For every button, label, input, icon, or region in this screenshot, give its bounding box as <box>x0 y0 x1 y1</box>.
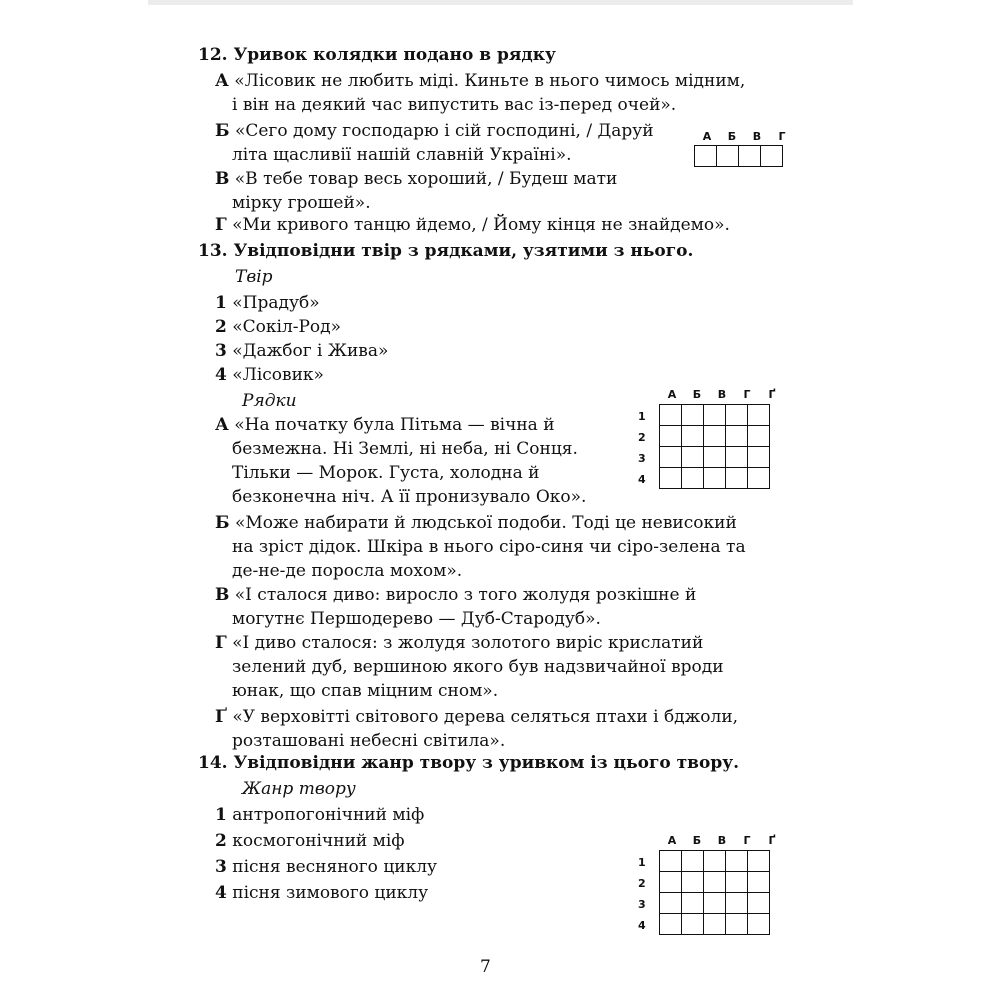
answer-cell[interactable] <box>682 914 704 935</box>
answer-cell[interactable] <box>660 405 682 426</box>
grid-row-label: 1 <box>638 410 646 423</box>
grid-header: А <box>667 834 677 847</box>
q13-option-ge-cont: розташовані небесні світила». <box>232 731 506 751</box>
q13-works-heading: Твір <box>235 267 273 287</box>
q12-option-b: Б «Сего дому господарю і сій господині, / Даруй <box>215 121 654 141</box>
q13-option-a: А «На початку була Пітьма — вічна й <box>215 415 555 435</box>
q13-work-1: 1 «Прадуб» <box>215 293 320 313</box>
answer-cell[interactable] <box>704 893 726 914</box>
answer-cell[interactable] <box>682 893 704 914</box>
q14-genre-1: 1 антропогонічний міф <box>215 805 425 825</box>
answer-cell[interactable] <box>660 851 682 872</box>
answer-cell[interactable] <box>726 405 748 426</box>
q12-option-g: Г «Ми кривого танцю йдемо, / Йому кінця не знайдемо». <box>215 215 730 235</box>
answer-cell[interactable] <box>704 914 726 935</box>
q13-option-b-cont: на зріст дідок. Шкіра в нього сіро-синя чи сіро-зелена та <box>232 537 746 557</box>
answer-cell[interactable] <box>695 146 717 167</box>
grid-header: А <box>667 388 677 401</box>
answer-cell[interactable] <box>704 468 726 489</box>
answer-cell[interactable] <box>717 146 739 167</box>
answer-cell[interactable] <box>748 914 770 935</box>
answer-cell[interactable] <box>704 426 726 447</box>
answer-cell[interactable] <box>704 447 726 468</box>
answer-cell[interactable] <box>682 851 704 872</box>
answer-cell[interactable] <box>726 426 748 447</box>
grid-row-label: 3 <box>638 898 646 911</box>
answer-cell[interactable] <box>726 872 748 893</box>
answer-cell[interactable] <box>682 447 704 468</box>
answer-cell[interactable] <box>682 426 704 447</box>
grid-row-label: 4 <box>638 473 646 486</box>
q14-genre-heading: Жанр твору <box>242 779 356 799</box>
q12-option-a: А «Лісовик не любить міді. Киньте в нього чимось мідним, <box>215 71 746 91</box>
q13-work-3: 3 «Дажбог і Жива» <box>215 341 389 361</box>
q12-option-a-cont: і він на деякий час випустить вас із-перед очей». <box>232 95 677 115</box>
answer-cell[interactable] <box>704 872 726 893</box>
grid-row-label: 2 <box>638 431 646 444</box>
answer-cell[interactable] <box>682 468 704 489</box>
q14-genre-4: 4 пісня зимового циклу <box>215 883 429 903</box>
page-number: 7 <box>480 957 491 977</box>
q13-lines-heading: Рядки <box>242 391 297 411</box>
answer-cell[interactable] <box>660 468 682 489</box>
q13-option-v-cont: могутнє Першодерево — Дуб-Стародуб». <box>232 609 601 629</box>
answer-cell[interactable] <box>660 914 682 935</box>
grid-header: Г <box>743 388 751 401</box>
answer-cell[interactable] <box>660 893 682 914</box>
answer-cell[interactable] <box>726 893 748 914</box>
answer-cell[interactable] <box>761 146 783 167</box>
q14-genre-3: 3 пісня весняного циклу <box>215 857 438 877</box>
answer-cell[interactable] <box>739 146 761 167</box>
grid-row-label: 3 <box>638 452 646 465</box>
q13-option-g: Г «І диво сталося: з жолудя золотого виріс крислатий <box>215 633 704 653</box>
grid-row-label: 2 <box>638 877 646 890</box>
q14-genre-2: 2 космогонічний міф <box>215 831 405 851</box>
answer-cell[interactable] <box>726 851 748 872</box>
answer-cell[interactable] <box>682 872 704 893</box>
q13-option-a-cont: Тільки — Морок. Густа, холодна й <box>232 463 540 483</box>
q13-option-ge: Ґ «У верховітті світового дерева селяться птахи і бджоли, <box>215 707 739 727</box>
grid-header: В <box>717 834 727 847</box>
q13-option-a-cont: безмежна. Ні Землі, ні неба, ні Сонця. <box>232 439 578 459</box>
answer-cell[interactable] <box>748 872 770 893</box>
answer-cell[interactable] <box>726 447 748 468</box>
q13-option-g-cont: юнак, що спав міцним сном». <box>232 681 499 701</box>
q12-option-b-cont: літа щасливії нашій славній Україні». <box>232 145 572 165</box>
grid-header: Г <box>743 834 751 847</box>
q13-work-4: 4 «Лісовик» <box>215 365 324 385</box>
grid-header: Б <box>692 388 702 401</box>
q13-option-g-cont: зелений дуб, вершиною якого був надзвичайної вроди <box>232 657 724 677</box>
grid-header: Б <box>692 834 702 847</box>
answer-cell[interactable] <box>748 851 770 872</box>
q13-option-v: В «І сталося диво: виросло з того жолудя розкішне й <box>215 585 697 605</box>
grid-row-label: 1 <box>638 856 646 869</box>
q13-option-b: Б «Може набирати й людської подоби. Тоді це невисокий <box>215 513 737 533</box>
answer-cell[interactable] <box>748 447 770 468</box>
grid-header: Ґ <box>768 388 776 401</box>
answer-cell[interactable] <box>748 893 770 914</box>
grid-header: Б <box>727 130 737 143</box>
grid-header: В <box>752 130 762 143</box>
grid-header: Ґ <box>768 834 776 847</box>
answer-cell[interactable] <box>748 405 770 426</box>
q12-title: 12. Уривок колядки подано в рядку <box>198 45 556 65</box>
grid-header: А <box>702 130 712 143</box>
answer-cell[interactable] <box>748 468 770 489</box>
answer-cell[interactable] <box>660 426 682 447</box>
grid-header: В <box>717 388 727 401</box>
q13-option-a-cont: безконечна ніч. А її пронизувало Око». <box>232 487 587 507</box>
top-edge-rule <box>148 0 853 5</box>
grid-row-label: 4 <box>638 919 646 932</box>
q13-work-2: 2 «Сокіл-Род» <box>215 317 342 337</box>
answer-cell[interactable] <box>726 914 748 935</box>
q12-option-v-cont: мірку грошей». <box>232 193 371 213</box>
answer-cell[interactable] <box>704 405 726 426</box>
answer-cell[interactable] <box>660 872 682 893</box>
answer-cell[interactable] <box>726 468 748 489</box>
q14-title: 14. Увідповідни жанр твору з уривком із цього твору. <box>198 753 740 773</box>
grid-header: Г <box>778 130 786 143</box>
q12-option-v: В «В тебе товар весь хороший, / Будеш мати <box>215 169 618 189</box>
answer-cell[interactable] <box>660 447 682 468</box>
answer-cell[interactable] <box>748 426 770 447</box>
q13-option-b-cont: де-не-де поросла мохом». <box>232 561 463 581</box>
answer-cell[interactable] <box>682 405 704 426</box>
q13-title: 13. Увідповідни твір з рядками, узятими з нього. <box>198 241 694 261</box>
answer-cell[interactable] <box>704 851 726 872</box>
